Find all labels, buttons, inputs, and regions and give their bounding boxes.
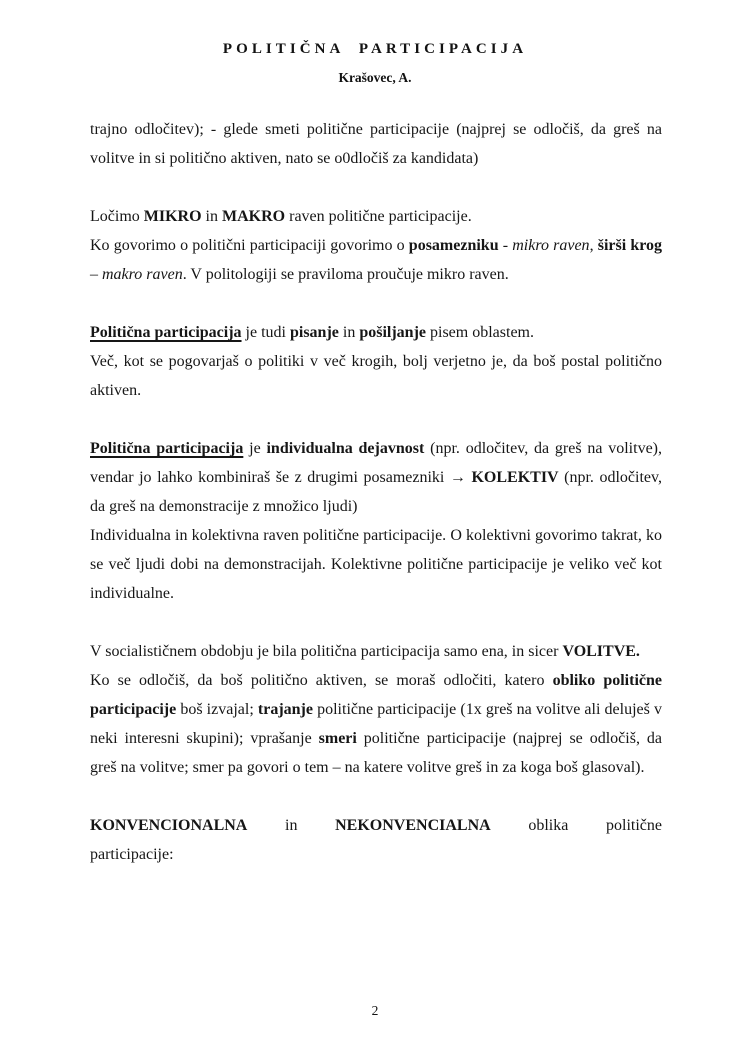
text-run: (npr. odločitev, da greš na volitve), vendar jo lahko kombiniraš še z drugimi posamezniki xyxy=(90,440,662,486)
text-run: NEKONVENCIALNA xyxy=(335,817,491,834)
text-run: in xyxy=(338,324,360,341)
text-run: – xyxy=(90,266,102,283)
text-run: obliko politične participacije xyxy=(90,672,662,718)
para-continuation xyxy=(90,115,662,173)
para-kolektivna-raven xyxy=(90,521,662,608)
paragraph-block xyxy=(90,115,662,173)
paragraph-block xyxy=(90,637,662,782)
para-konvencionalna-cont xyxy=(90,840,662,869)
text-run: smeri xyxy=(318,730,357,747)
text-run: Politična participacija xyxy=(90,324,242,341)
text-run: MAKRO xyxy=(222,208,286,225)
text-run: VOLITVE. xyxy=(562,643,640,660)
page-number: 2 xyxy=(371,1003,379,1018)
para-individualna-dejavnost xyxy=(90,434,662,521)
paragraph-block xyxy=(90,202,662,289)
text-run: Politična participacija xyxy=(90,440,244,457)
text-run: individualna dejavnost xyxy=(266,440,425,457)
text-run: → KOLEKTIV xyxy=(449,469,559,486)
text-run: , xyxy=(589,237,598,254)
text-run: širši krog xyxy=(597,237,663,254)
para-pisanje-posiljanje xyxy=(90,318,662,347)
text-run: je xyxy=(243,440,267,457)
text-run: - xyxy=(498,237,513,254)
text-run: Ko se odločiš, da boš politično aktiven, se moraš odločiti, katero xyxy=(90,672,553,689)
text-run: politične participacije (najprej se odločiš, da greš na volitve; smer pa govori o tem – na katere volitve greš in za koga boš glasoval). xyxy=(90,730,662,776)
text-run: Ločimo xyxy=(90,208,144,225)
text-run: pisem oblastem. xyxy=(426,324,534,341)
text-run: je tudi xyxy=(241,324,290,341)
document-author: Krašovec, A. xyxy=(338,70,412,85)
text-run: boš izvajal; xyxy=(176,701,258,718)
paragraph-block xyxy=(90,434,662,608)
para-socialisticno-obdobje xyxy=(90,637,662,666)
text-run: posamezniku xyxy=(408,237,499,254)
text-run: trajanje xyxy=(257,701,313,718)
document-body xyxy=(90,115,662,869)
para-konvencionalna xyxy=(90,811,662,840)
text-run: mikro raven xyxy=(512,237,590,254)
text-run: oblika politične xyxy=(490,817,662,834)
text-run: (npr. odločitev, da greš na demonstracije z množico ljudi) xyxy=(90,469,662,515)
text-run: MIKRO xyxy=(143,208,202,225)
paragraph-block xyxy=(90,811,662,869)
document-header xyxy=(0,0,750,86)
text-run: pošiljanje xyxy=(359,324,426,341)
document-title: POLITIČNA PARTICIPACIJA xyxy=(222,41,528,57)
text-run: KONVENCIONALNA xyxy=(90,817,248,834)
para-oblika-trajanje-smer xyxy=(90,666,662,782)
text-run: Individualna in kolektivna raven politične participacije. O kolektivni govorimo takrat, ko se več ljudi dobi na demonstracijah. Kolektivne politične participacije je veliko več kot individualne. xyxy=(90,527,662,602)
text-run: in xyxy=(201,208,222,225)
text-run: trajno odločitev); - glede smeti politične participacije (najprej se odločiš, da greš na volitve in si politično aktiven, nato se o0dločiš za kandidata) xyxy=(90,121,662,167)
text-run: participacije: xyxy=(90,846,174,863)
text-run: V socialističnem obdobju je bila politična participacija samo ena, in sicer xyxy=(90,643,563,660)
text-run: in xyxy=(247,817,336,834)
text-run: pisanje xyxy=(289,324,339,341)
paragraph-block xyxy=(90,318,662,405)
text-run: Ko govorimo o politični participaciji govorimo o xyxy=(90,237,409,254)
para-pogovarjanje xyxy=(90,347,662,405)
para-mikro-makro xyxy=(90,202,662,231)
text-run: . V politologiji se praviloma proučuje mikro raven. xyxy=(182,266,509,283)
text-run: raven politične participacije. xyxy=(285,208,472,225)
text-run: politične participacije (1x greš na volitve ali deluješ v neki interesni skupini); vprašanje xyxy=(90,701,662,747)
text-run: Več, kot se pogovarjaš o politiki v več krogih, bolj verjetno je, da boš postal politično aktiven. xyxy=(90,353,662,399)
text-run: makro raven xyxy=(102,266,183,283)
page-footer xyxy=(0,1003,750,1019)
para-posameznik-sirsi-krog xyxy=(90,231,662,289)
